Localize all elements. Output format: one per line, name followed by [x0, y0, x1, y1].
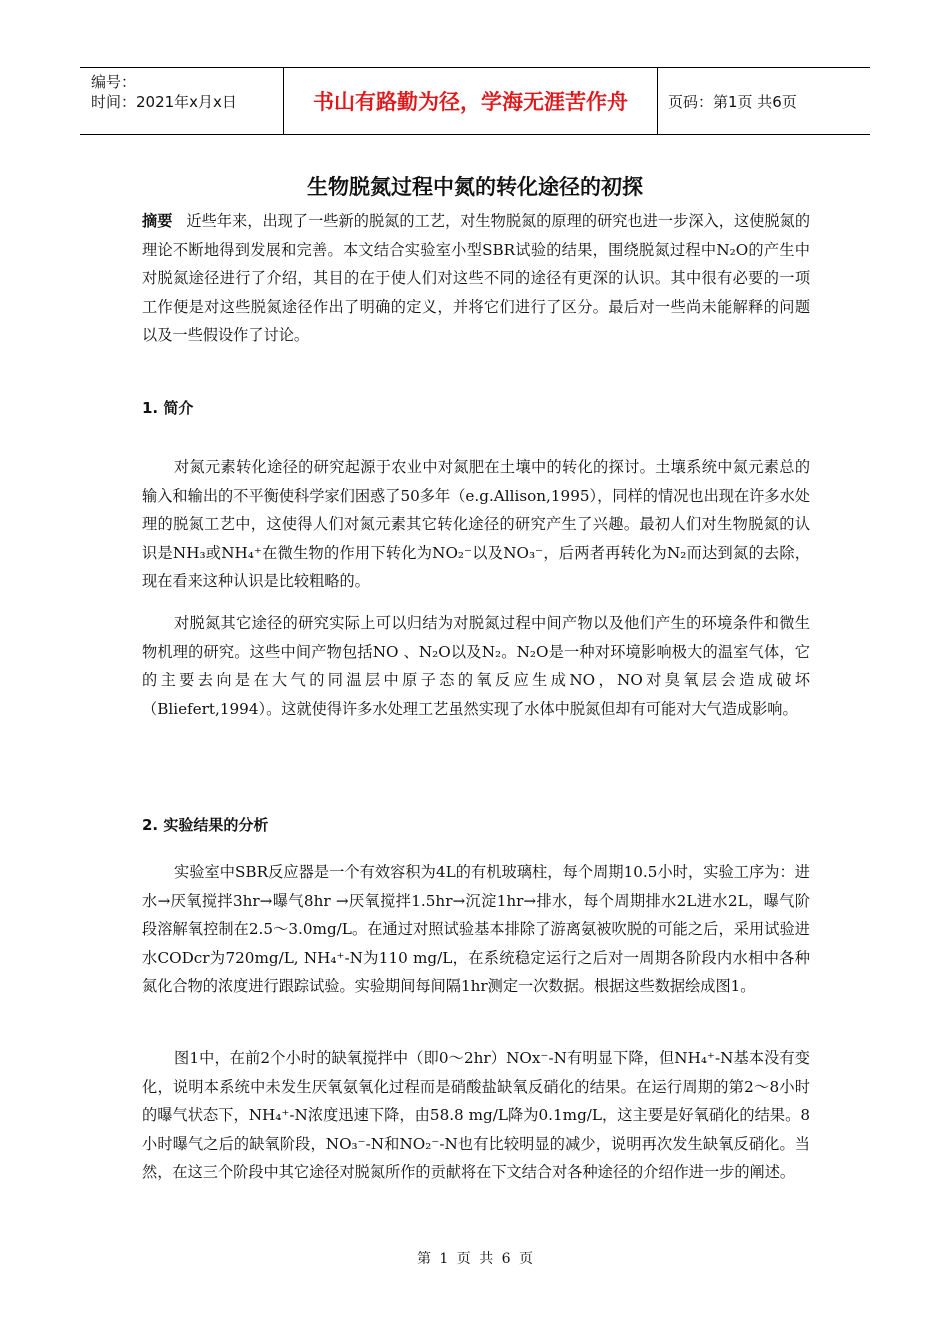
page-footer: 第 1 页 共 6 页 — [416, 1251, 534, 1267]
header-motto: 书山有路勤为径，学海无涯苦作舟 — [283, 68, 658, 134]
abstract-paragraph — [142, 207, 810, 350]
page-header — [80, 67, 870, 135]
header-left — [80, 68, 283, 134]
section-1-paragraph-1: 对氮元素转化途径的研究起源于农业中对氮肥在土壤中的转化的探讨。土壤系统中氮元素总的输入和输出的不平衡使科学家们困惑了50多年（e.g.Allison,1995），同样的情况也出现在许多水处理的脱氮工艺中，这使得人们对氮元素其它转化途径的研究产生了兴趣。最初人们对生物脱氮的认识是NH₃或NH₄⁺在微生物的作用下转化为NO₂⁻以及NO₃⁻，后两者再转化为N₂而达到氮的去除，现在看来这种认识是比较粗略的。 — [142, 458, 810, 590]
abstract-text: 近些年来，出现了一些新的脱氮的工艺，对生物脱氮的原理的研究也进一步深入，这使脱氮的理论不断地得到发展和完善。本文结合实验室小型SBR试验的结果，围绕脱氮过程中N₂O的产生中对脱氮途径进行了介绍，其目的在于使人们对这些不同的途径有更深的认识。其中很有必要的一项工作便是对这些脱氮途径作出了明确的定义，并将它们进行了区分。最后对一些尚未能解释的问题以及一些假设作了讨论。 — [142, 212, 811, 344]
abstract-label: 摘要 — [142, 212, 173, 230]
number-label: 编号： — [91, 73, 137, 91]
section-2-paragraph-1: 实验室中SBR反应器是一个有效容积为4L的有机玻璃柱，每个周期10.5小时，实验工序为：进水→厌氧搅拌3hr→曝气8hr →厌氧搅拌1.5hr→沉淀1hr→排水，每个周期排水2L进水2L，曝气阶段溶解氧控制在2.5～3.0mg/L。在通过对照试验基本排除了游离氨被吹脱的可能之后，采用试验进水CODcr为720mg/L, NH₄⁺-N为110 mg/L，在系统稳定运行之后对一周期各阶段内水相中各种氮化合物的浓度进行跟踪试验。实验期间每间隔1hr测定一次数据。根据这些数据绘成图1。 — [142, 863, 810, 995]
section-1-paragraph-2: 对脱氮其它途径的研究实际上可以归结为对脱氮过程中间产物以及他们产生的环境条件和微生物机理的研究。这些中间产物包括NO 、N₂O以及N₂。N₂O是一种对环境影响极大的温室气体，它的主要去向是在大气的同温层中原子态的氧反应生成NO，NO对臭氧层会造成破坏（Bliefert,1994）。这就使得许多水处理工艺虽然实现了水体中脱氮但却有可能对大气造成影响。 — [142, 614, 810, 718]
time-label: 时间：2021年x月x日 — [91, 93, 237, 111]
section-2-heading: 2. 实验结果的分析 — [142, 816, 269, 834]
document-title: 生物脱氮过程中氮的转化途径的初探 — [307, 175, 643, 199]
section-2-paragraph-2: 图1中，在前2个小时的缺氧搅拌中（即0～2hr）NOx⁻-N有明显下降，但NH₄⁺-N基本没有变化，说明本系统中未发生厌氧氨氧化过程而是硝酸盐缺氧反硝化的结果。在运行周期的第2～8小时的曝气状态下，NH₄⁺-N浓度迅速下降，由58.8 mg/L降为0.1mg/L，这主要是好氧硝化的结果。8小时曝气之后的缺氧阶段，NO₃⁻-N和NO₂⁻-N也有比较明显的减少，说明再次发生缺氧反硝化。当然，在这三个阶段中其它途径对脱氮所作的贡献将在下文结合对各种途径的介绍作进一步的阐述。 — [142, 1049, 810, 1181]
section-1-heading: 1. 简介 — [142, 399, 194, 417]
header-page-info: 页码：第1页 共6页 — [668, 92, 797, 111]
